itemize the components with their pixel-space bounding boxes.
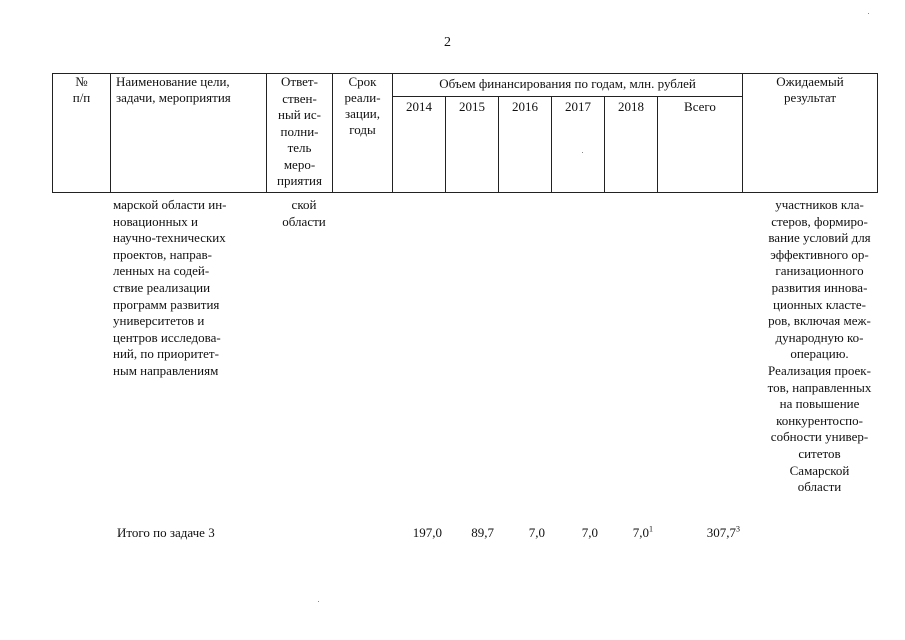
header-result-cell [743, 74, 878, 193]
header-year-2016: 2016 [499, 97, 552, 193]
row-result-line: ганизационного [775, 263, 864, 279]
header-term-l1: Срок [348, 74, 377, 89]
row-result-line: участников кла- [775, 197, 864, 212]
row-result-line: тов, направленных [767, 379, 872, 395]
row-name-line: научно-технических [113, 230, 226, 246]
row-result-line: стеров, формиро- [771, 213, 868, 229]
header-executor-l7: приятия [276, 173, 322, 188]
total-2014: 197,0 [412, 525, 442, 540]
row-result-line: ров, включая меж- [768, 313, 871, 329]
total-2015: 89,7 [471, 525, 494, 540]
header-executor-l3: ный ис- [278, 107, 321, 122]
header-year-2017: 2017 [552, 97, 605, 193]
row-executor-line: ской [291, 197, 317, 212]
header-term-l2: реали- [344, 90, 381, 105]
total-2017: 7,0 [581, 525, 598, 540]
row-result-line: на повышение [779, 396, 860, 412]
scan-speck [868, 13, 869, 14]
scan-speck [582, 152, 583, 153]
header-term-cell [333, 74, 393, 193]
total-label: Итого по задаче 3 [117, 525, 215, 540]
total-sum-cell [660, 525, 740, 541]
row-result-line: развития иннова- [771, 279, 868, 295]
total-2018: 7,0 [632, 525, 649, 540]
scan-speck [318, 601, 319, 602]
total-2016: 7,0 [528, 525, 545, 540]
row-result-text [752, 197, 887, 496]
row-name-line: центров исследова- [113, 329, 221, 345]
row-name-line: новационных и [113, 213, 198, 229]
row-result-line: Реализация проек- [768, 362, 871, 378]
row-result-line: области [797, 479, 842, 495]
header-number-l1: № [75, 74, 88, 89]
header-year-total: Всего [658, 97, 743, 193]
header-executor-l5: тель [287, 140, 312, 155]
header-funding: Объем финансирования по годам, млн. рублей [439, 76, 696, 91]
header-number-cell [53, 74, 111, 193]
header-name-l2: задачи, мероприятия [116, 90, 231, 105]
row-name-line: ленных на содей- [113, 263, 210, 279]
header-term-l4: годы [349, 122, 376, 137]
row-name-line: ствие реализации [113, 279, 211, 295]
header-year-2018: 2018 [605, 97, 658, 193]
row-name-line: ным направлениям [113, 362, 219, 378]
row-result-line: вание условий для [768, 230, 871, 246]
header-name-cell [111, 74, 267, 193]
header-year-2015: 2015 [446, 97, 499, 193]
row-result-line: ситетов [798, 445, 841, 461]
total-sum-footnote: 3 [736, 524, 740, 534]
header-executor-l6: меро- [283, 156, 316, 172]
row-result-line: дународную ко- [775, 329, 864, 345]
row-result-line: собности универ- [770, 429, 869, 445]
row-result-line: операцию. [790, 346, 849, 362]
header-executor-l4: полни- [280, 123, 319, 139]
header-funding-cell [393, 74, 743, 97]
total-sum: 307,7 [706, 525, 736, 540]
row-result-line: эффективного ор- [770, 246, 869, 262]
header-year-2014: 2014 [393, 97, 446, 193]
row-executor-line: области [282, 213, 326, 229]
row-name-line: марской области ин- [113, 197, 227, 212]
header-name-l1: Наименование цели, [116, 74, 230, 89]
header-result-l2: результат [783, 90, 837, 105]
row-name-line: проектов, направ- [113, 246, 212, 262]
header-table [52, 73, 878, 193]
row-result-line: Самарской [789, 462, 850, 478]
row-name-line: ний, по приоритет- [113, 346, 219, 362]
header-executor-l1: Ответ- [281, 74, 318, 89]
row-result-line: конкурентоспо- [776, 412, 863, 428]
header-executor-cell [267, 74, 333, 193]
page-number: 2 [444, 35, 451, 50]
header-result-l1: Ожидаемый [776, 74, 844, 89]
total-2018-footnote: 1 [649, 524, 653, 534]
row-name-line: программ развития [113, 296, 220, 312]
row-name-line: университетов и [113, 313, 205, 329]
row-executor-text [272, 197, 336, 230]
header-number-l2: п/п [72, 90, 91, 105]
row-result-line: ционных класте- [773, 296, 866, 312]
header-term-l3: зации, [344, 106, 381, 121]
header-executor-l2: ствен- [282, 90, 317, 106]
total-2018-cell [600, 525, 653, 541]
row-name-text [113, 197, 263, 380]
